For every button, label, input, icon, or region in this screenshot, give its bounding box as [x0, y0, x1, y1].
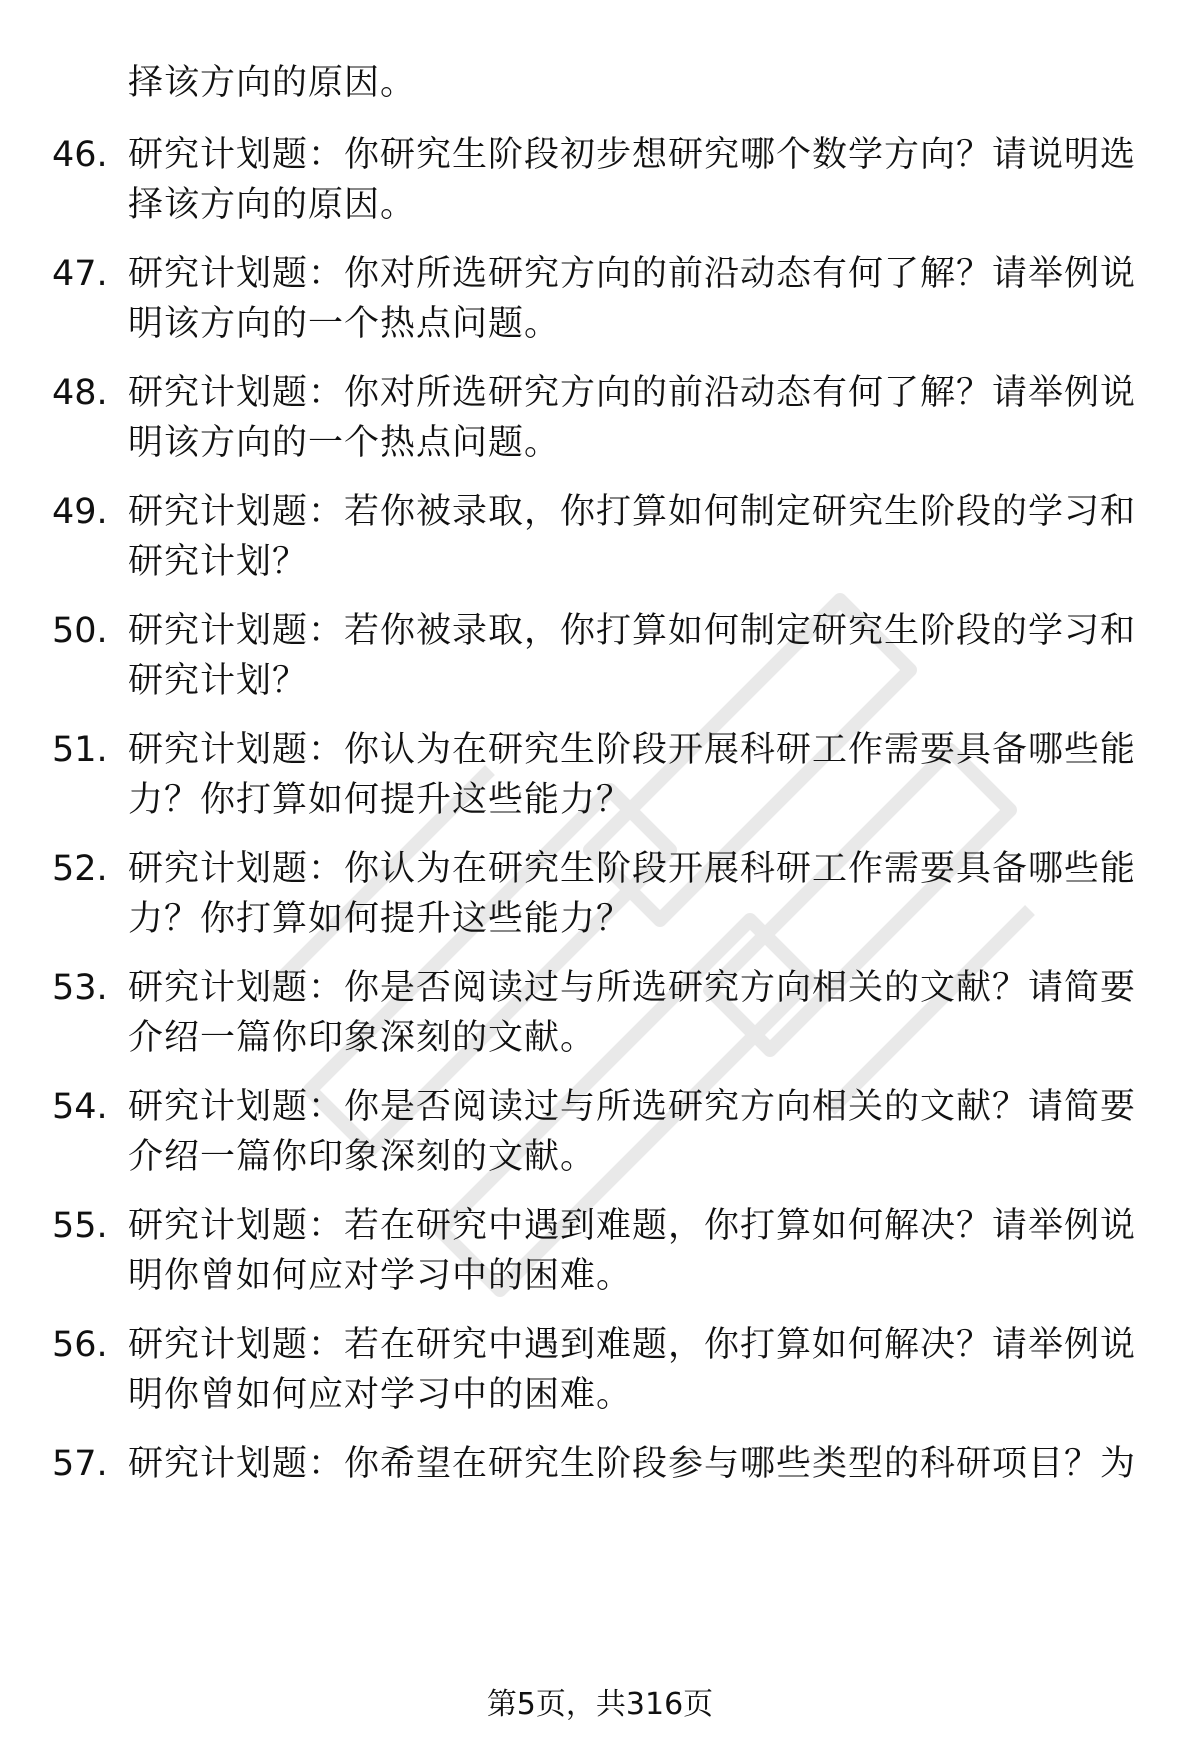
item-text: 研究计划题：你研究生阶段初步想研究哪个数学方向？请说明选择该方向的原因。	[128, 135, 1137, 225]
item-text: 研究计划题：若你被录取，你打算如何制定研究生阶段的学习和研究计划？	[128, 611, 1137, 701]
item-text: 研究计划题：你希望在研究生阶段参与哪些类型的科研项目？为	[128, 1444, 1137, 1484]
item-number: 56.	[52, 1325, 108, 1365]
item-number: 52.	[52, 849, 108, 889]
item-text: 研究计划题：你认为在研究生阶段开展科研工作需要具备哪些能力？你打算如何提升这些能力？	[128, 730, 1137, 820]
item-number: 54.	[52, 1087, 108, 1127]
page-footer: 第5页，共316页	[486, 1687, 714, 1722]
item-number: 57.	[52, 1444, 108, 1484]
item-number: 48.	[52, 373, 108, 413]
item-text: 研究计划题：你是否阅读过与所选研究方向相关的文献？请简要介绍一篇你印象深刻的文献。	[128, 1087, 1137, 1177]
item-text: 研究计划题：你认为在研究生阶段开展科研工作需要具备哪些能力？你打算如何提升这些能力？	[128, 849, 1137, 939]
item-number: 47.	[52, 254, 108, 294]
continuation-text: 择该方向的原因。	[128, 63, 417, 103]
item-number: 50.	[52, 611, 108, 651]
item-number: 55.	[52, 1206, 108, 1246]
item-text: 研究计划题：若在研究中遇到难题，你打算如何解决？请举例说明你曾如何应对学习中的困难。	[128, 1206, 1137, 1296]
item-number: 49.	[52, 492, 108, 532]
item-number: 51.	[52, 730, 108, 770]
item-text: 研究计划题：若你被录取，你打算如何制定研究生阶段的学习和研究计划？	[128, 492, 1137, 582]
item-number: 53.	[52, 968, 108, 1008]
item-text: 研究计划题：你是否阅读过与所选研究方向相关的文献？请简要介绍一篇你印象深刻的文献。	[128, 968, 1137, 1058]
item-number: 46.	[52, 135, 108, 175]
item-text: 研究计划题：你对所选研究方向的前沿动态有何了解？请举例说明该方向的一个热点问题。	[128, 254, 1137, 344]
item-text: 研究计划题：若在研究中遇到难题，你打算如何解决？请举例说明你曾如何应对学习中的困难。	[128, 1325, 1137, 1415]
item-text: 研究计划题：你对所选研究方向的前沿动态有何了解？请举例说明该方向的一个热点问题。	[128, 373, 1137, 463]
